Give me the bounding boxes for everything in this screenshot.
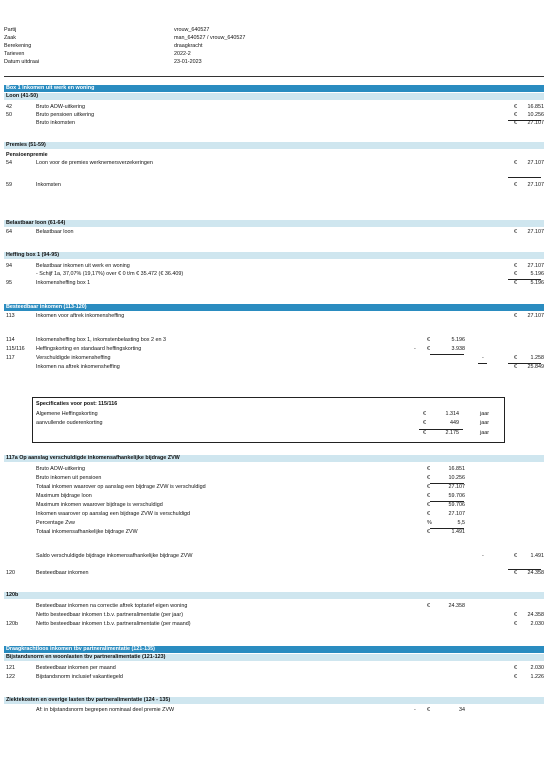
row-percent: %	[427, 520, 432, 526]
row-value: 27.107	[527, 182, 544, 188]
row-113	[4, 313, 544, 320]
section-premies	[4, 142, 544, 149]
row-currency: €	[514, 120, 517, 126]
spec-title-text: Specificaties voor post: 115/116	[36, 401, 118, 407]
row-94-schijf	[4, 271, 544, 278]
row-value: 3.938	[451, 346, 465, 352]
spec-title	[33, 402, 504, 409]
row-currency: €	[514, 263, 517, 269]
row-value: 27.107	[527, 263, 544, 269]
specification-box	[32, 397, 505, 443]
row-currency: €	[514, 229, 517, 235]
row-code: 95	[6, 280, 12, 286]
row-currency: €	[427, 603, 430, 609]
header-label: Zaak	[4, 35, 16, 41]
row-code: 122	[6, 674, 15, 680]
row-value: 10.256	[448, 475, 465, 481]
row-currency: €	[514, 674, 517, 680]
row-code: 115/116	[6, 346, 25, 352]
row-minus: -	[414, 707, 416, 713]
row-122	[4, 674, 544, 681]
row-code: 113	[6, 313, 15, 319]
row-currency: €	[514, 364, 517, 370]
row-54	[4, 160, 544, 167]
row-currency: €	[427, 346, 430, 352]
row-value: 1.226	[530, 674, 544, 680]
header-label: Tarieven	[4, 51, 25, 57]
row-desc: Totaal inkomen waarover op aanslag een bijdrage ZVW is verschuldigd	[36, 484, 206, 490]
row-value: 27.107	[448, 511, 465, 517]
header-label: Datum uitdraai	[4, 59, 40, 65]
row-currency: €	[514, 271, 517, 277]
row-desc: Totaal inkomensafhankelijke bijdrage ZVW	[36, 529, 138, 535]
spec-currency: €	[423, 411, 426, 417]
row-value: 24.358	[527, 570, 544, 576]
row-currency: €	[427, 466, 430, 472]
row-currency: €	[514, 182, 517, 188]
spec-value: 2.175	[445, 430, 459, 436]
header-value: 23-01-2023	[174, 59, 202, 65]
section-title: Besteedbaar inkomen (113-120)	[6, 304, 87, 310]
row-value: 5.196	[451, 337, 465, 343]
row-currency: €	[427, 484, 430, 490]
row-code: 50	[6, 112, 12, 118]
row-desc: Besteedbaar inkomen na correctie aftrek toptarief eigen woning	[36, 603, 188, 609]
subsection-pensioenpremie	[4, 152, 544, 159]
section-box1	[4, 85, 544, 92]
row-desc: Netto besteedbaar inkomen t.b.v. partneralimentatie (per maand)	[36, 621, 191, 627]
header-value: draagkracht	[174, 43, 203, 49]
row-value: 27.107	[527, 160, 544, 166]
row-value: 24.358	[527, 612, 544, 618]
section-bijstandsnorm	[4, 654, 544, 661]
row-code: 114	[6, 337, 15, 343]
spec-row	[33, 421, 504, 428]
section-title: Bijstandsnorm en woonlasten tbv partneralimentatie (121-123)	[6, 654, 166, 660]
row-desc: Inkomen na aftrek inkomensheffing	[36, 364, 120, 370]
row-minus: -	[482, 553, 484, 559]
row-currency: €	[514, 665, 517, 671]
row-desc: Maximum bijdrage loon	[36, 493, 92, 499]
spec-currency: €	[423, 430, 426, 436]
header-label: Partij	[4, 27, 17, 33]
row-desc: Loon voor de premies werknemersverzekeringen	[36, 160, 153, 166]
row-value: 1.491	[451, 529, 465, 535]
row-currency: €	[427, 337, 430, 343]
row-120b-maand	[4, 621, 544, 628]
row-zvw-max-loon	[4, 493, 544, 500]
section-title: Box 1 Inkomen uit werk en woning	[6, 85, 95, 91]
row-desc: Inkomensheffing box 1	[36, 280, 91, 286]
row-zvw-totaal-inkomen	[4, 484, 544, 491]
spec-label: aanvullende ouderenkorting	[36, 420, 103, 426]
row-121	[4, 665, 544, 672]
row-desc: Percentage Zvw	[36, 520, 75, 526]
spec-value: 449	[450, 420, 459, 426]
row-currency: €	[427, 511, 430, 517]
spec-row	[33, 412, 504, 419]
row-currency: €	[514, 355, 517, 361]
spec-value: 1.314	[445, 411, 459, 417]
row-120b-jaar	[4, 612, 544, 619]
row-desc: - Schijf 1a, 37,07% (19,17%) over € 0 t/m € 35.472 (€ 36.409)	[36, 271, 184, 277]
header-value: man_640527 / vrouw_640527	[174, 35, 246, 41]
row-value: 2.030	[530, 621, 544, 627]
spec-row-total	[33, 431, 504, 438]
row-code: 120b	[6, 621, 18, 627]
row-115-116	[4, 346, 544, 353]
row-117	[4, 355, 544, 362]
section-zvw	[4, 455, 544, 462]
row-value: 34	[459, 707, 465, 713]
header-divider	[4, 76, 544, 77]
spec-unit: jaar	[480, 411, 489, 417]
section-title: 117a Op aanslag verschuldigde inkomensafhankelijke bijdrage ZVW	[6, 455, 180, 461]
spec-currency: €	[423, 420, 426, 426]
row-desc: Bruto AOW-uitkering	[36, 466, 86, 472]
row-code: 59	[6, 182, 12, 188]
row-currency: €	[514, 313, 517, 319]
row-inkomen-na-aftrek	[4, 364, 544, 371]
row-94	[4, 263, 544, 270]
row-zvw-aow	[4, 466, 544, 473]
row-zvw-totaal-bijdrage	[4, 529, 544, 536]
row-42	[4, 104, 544, 111]
row-zvw-saldo	[4, 553, 544, 560]
row-desc: Bruto inkomen uit pensioen	[36, 475, 102, 481]
row-value: 5.196	[530, 271, 544, 277]
row-currency: €	[514, 160, 517, 166]
row-desc: Heffingskorting en standaard heffingskorting	[36, 346, 142, 352]
row-zvw-percentage	[4, 520, 544, 527]
row-value: 59.706	[448, 502, 465, 508]
row-currency: €	[514, 621, 517, 627]
header-label: Berekening	[4, 43, 32, 49]
section-besteedbaar	[4, 304, 544, 311]
row-value: 5.196	[530, 280, 544, 286]
row-value: 16.851	[527, 104, 544, 110]
section-title: Ziektekosten en overige lasten tbv partneralimentatie (124 - 135)	[6, 697, 171, 703]
row-120b-correctie	[4, 603, 544, 610]
row-minus: -	[414, 346, 416, 352]
section-loon	[4, 93, 544, 100]
section-title: Premies (51-59)	[6, 142, 46, 148]
row-currency: €	[514, 612, 517, 618]
row-desc: Saldo verschuldigde bijdrage inkomensafhankelijke bijdrage ZVW	[36, 553, 193, 559]
row-desc: Maximum inkomen waarover bijdrage is verschuldigd	[36, 502, 163, 508]
row-currency: €	[427, 707, 430, 713]
section-ziektekosten	[4, 697, 544, 704]
row-120	[4, 570, 544, 577]
row-currency: €	[427, 475, 430, 481]
row-value: 27.107	[527, 313, 544, 319]
section-heffing	[4, 252, 544, 259]
row-desc: Belastbaar loon	[36, 229, 74, 235]
row-95	[4, 280, 544, 287]
row-59	[4, 182, 544, 189]
row-zvw-max-inkomen	[4, 502, 544, 509]
row-currency: €	[514, 553, 517, 559]
subsection-title: Pensioenpremie	[6, 152, 48, 158]
row-desc: Bijstandsnorm inclusief vakantiegeld	[36, 674, 123, 680]
section-title: Belastbaar loon (61-64)	[6, 220, 66, 226]
row-value: 16.851	[448, 466, 465, 472]
row-value: 5,5	[457, 520, 465, 526]
section-belastbaar-loon	[4, 220, 544, 227]
row-114	[4, 337, 544, 344]
underline	[508, 177, 541, 178]
spec-unit: jaar	[480, 430, 489, 436]
row-currency: €	[514, 570, 517, 576]
row-value: 1.491	[530, 553, 544, 559]
row-value: 27.107	[448, 484, 465, 490]
row-value: 1.258	[530, 355, 544, 361]
row-value: 59.706	[448, 493, 465, 499]
row-currency: €	[514, 104, 517, 110]
section-draagkrachtloos	[4, 646, 544, 653]
section-title: Draagkrachtloos inkomen tbv partneralimentatie (121-135)	[6, 646, 155, 652]
header-value: 2022-2	[174, 51, 191, 57]
row-desc: Inkomen voor aftrek inkomensheffing	[36, 313, 125, 319]
row-value: 27.107	[527, 229, 544, 235]
row-desc: Inkomen waarover op aanslag een bijdrage ZVW is verschuldigd	[36, 511, 191, 517]
section-title: Heffing box 1 (94-95)	[6, 252, 60, 258]
row-desc: Inkomensheffing box 1, inkomstenbelasting box 2 en 3	[36, 337, 166, 343]
spec-label: Algemene Heffingskorting	[36, 411, 98, 417]
row-desc: Bruto pensioen uitkering	[36, 112, 95, 118]
row-desc: Netto besteedbaar inkomen t.b.v. partneralimentatie (per jaar)	[36, 612, 184, 618]
row-code: 120	[6, 570, 15, 576]
spec-unit: jaar	[480, 420, 489, 426]
row-desc: Af: in bijstandsnorm begrepen nominaal deel premie ZVW	[36, 707, 175, 713]
row-minus: -	[482, 355, 484, 361]
row-value: 24.358	[448, 603, 465, 609]
row-64	[4, 229, 544, 236]
row-50	[4, 112, 544, 119]
row-currency: €	[427, 493, 430, 499]
row-code: 117	[6, 355, 15, 361]
row-desc: Besteedbaar inkomen per maand	[36, 665, 116, 671]
row-value: 25.849	[527, 364, 544, 370]
row-desc: Besteedbaar inkomen	[36, 570, 89, 576]
row-value: 2.030	[530, 665, 544, 671]
row-code: 64	[6, 229, 12, 235]
row-zvw-pensioen	[4, 475, 544, 482]
section-title: 120b	[6, 592, 19, 598]
row-currency: €	[514, 280, 517, 286]
row-currency: €	[427, 529, 430, 535]
row-desc: Verschuldigde inkomensheffing	[36, 355, 111, 361]
row-desc: Belastbaar inkomen uit werk en woning	[36, 263, 130, 269]
row-desc: Bruto inkomsten	[36, 120, 75, 126]
row-value: 10.256	[527, 112, 544, 118]
header-value: vrouw_640527	[174, 27, 210, 33]
section-120b	[4, 592, 544, 599]
row-code: 94	[6, 263, 12, 269]
row-ziektekosten-zvw	[4, 707, 544, 714]
row-desc: Bruto AOW-uitkering	[36, 104, 86, 110]
row-desc: Inkomsten	[36, 182, 61, 188]
row-currency: €	[427, 502, 430, 508]
row-zvw-inkomen	[4, 511, 544, 518]
row-value: 27.107	[527, 120, 544, 126]
row-code: 42	[6, 104, 12, 110]
row-currency: €	[514, 112, 517, 118]
row-code: 54	[6, 160, 12, 166]
row-bruto-inkomsten	[4, 120, 544, 127]
row-code: 121	[6, 665, 15, 671]
section-title: Loon (41-50)	[6, 93, 39, 99]
